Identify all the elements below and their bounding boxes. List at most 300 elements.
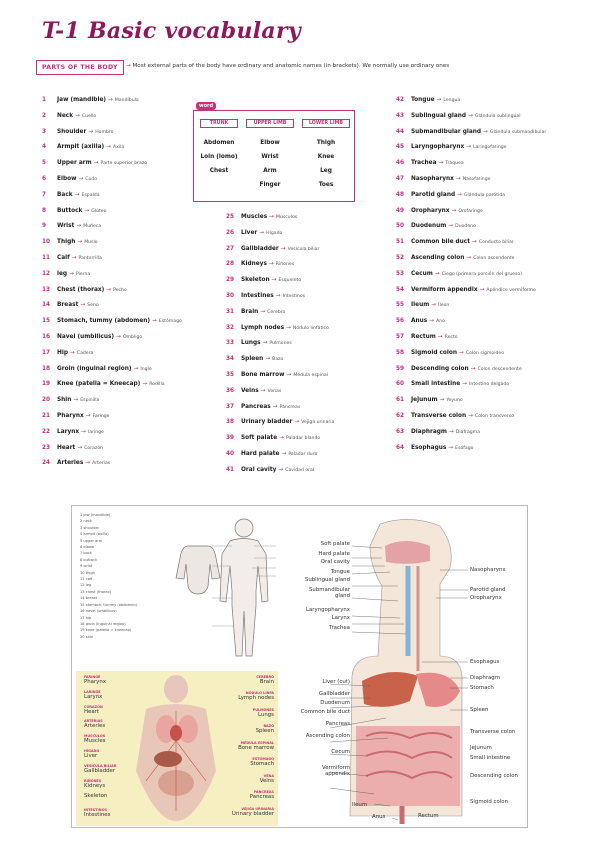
item-translation: Cuello bbox=[81, 113, 97, 119]
figure-legend-item: 14 breast bbox=[80, 596, 98, 601]
item-term: Liver bbox=[241, 229, 258, 236]
item-number: 53 bbox=[396, 270, 405, 277]
item-translation: Duodeno bbox=[455, 224, 476, 230]
organ-label-english: Brain bbox=[259, 679, 274, 685]
anatomy-label: Descending colon bbox=[470, 773, 518, 779]
organ-label-english: Lungs bbox=[258, 711, 274, 718]
item-term: Larynx bbox=[57, 428, 80, 435]
item-number: 14 bbox=[42, 302, 51, 309]
vocab-item bbox=[396, 172, 546, 188]
item-translation: Colon transverso bbox=[475, 413, 514, 419]
anatomy-label: Liver (cut) bbox=[322, 679, 350, 685]
vocab-item bbox=[42, 109, 182, 125]
figure-legend-item: 3 shoulder bbox=[80, 525, 100, 530]
item-number: 23 bbox=[42, 444, 51, 451]
vocab-item bbox=[42, 441, 182, 457]
item-number: 2 bbox=[42, 112, 47, 119]
table-cell: Abdomen bbox=[203, 140, 235, 146]
item-translation: Esófago bbox=[455, 445, 474, 451]
vocab-item bbox=[396, 298, 546, 314]
item-term: Shin bbox=[57, 397, 72, 404]
item-number: 50 bbox=[396, 223, 405, 230]
figure-legend-item: 7 back bbox=[80, 551, 92, 556]
organ-label-english: Lymph nodes bbox=[238, 695, 274, 702]
item-term: Nasopharynx bbox=[411, 175, 454, 182]
item-number: 44 bbox=[396, 128, 405, 135]
organ-label-spanish: ESTÓMAGO bbox=[252, 757, 274, 762]
item-number: 8 bbox=[42, 207, 47, 214]
vocab-item bbox=[396, 251, 546, 267]
arrow-icon: → bbox=[272, 403, 278, 410]
vocab-column-3 bbox=[396, 93, 546, 456]
arrow-icon: → bbox=[434, 270, 440, 277]
item-translation: Paladar blando bbox=[286, 436, 321, 442]
item-term: Duodenum bbox=[411, 223, 447, 230]
arrow-icon: → bbox=[106, 144, 111, 151]
item-number: 9 bbox=[42, 223, 47, 230]
arrow-icon: → bbox=[466, 144, 472, 151]
item-translation: Codo bbox=[85, 176, 98, 182]
item-translation: Nódulo linfático bbox=[292, 325, 329, 331]
figure-legend-item: 13 chest (thorax) bbox=[80, 589, 112, 594]
item-number: 55 bbox=[396, 302, 405, 309]
organ-label bbox=[253, 708, 274, 718]
arrow-icon: → bbox=[294, 419, 300, 426]
item-number: 12 bbox=[42, 270, 51, 277]
arrow-icon: → bbox=[84, 207, 90, 214]
item-term: leg bbox=[57, 270, 68, 277]
item-term: Diaphragm bbox=[411, 428, 447, 435]
organ-label-spanish: ARTERIAS bbox=[84, 719, 103, 724]
vocab-item bbox=[226, 226, 334, 242]
item-term: Lymph nodes bbox=[241, 324, 285, 331]
anatomy-label: Submandibular gland bbox=[308, 587, 350, 599]
arrow-icon: → bbox=[93, 160, 99, 167]
item-translation: Glándula submandibular bbox=[489, 129, 547, 135]
organ-label-english: Urinary bladder bbox=[231, 810, 274, 817]
item-term: Elbow bbox=[57, 175, 77, 182]
vocab-item bbox=[396, 267, 546, 283]
vocab-item bbox=[396, 219, 546, 235]
item-translation: Mandíbula bbox=[114, 98, 139, 103]
table-cell: Toes bbox=[318, 182, 334, 188]
organ-label-spanish: PULMONES bbox=[252, 707, 274, 712]
item-translation: Hígado bbox=[266, 230, 283, 236]
table-cell: Knee bbox=[317, 154, 335, 160]
item-translation: Vesícula biliar bbox=[287, 246, 320, 252]
arrow-icon: → bbox=[71, 254, 77, 261]
item-term: Upper arm bbox=[57, 160, 92, 167]
vocab-item bbox=[226, 384, 334, 400]
anatomy-figures bbox=[71, 505, 528, 828]
item-number: 28 bbox=[226, 261, 235, 268]
item-number: 32 bbox=[226, 324, 235, 331]
item-translation: Tráquea bbox=[445, 161, 464, 167]
item-term: Pharynx bbox=[57, 412, 84, 419]
item-translation: Laringofaringe bbox=[473, 145, 507, 151]
arrow-icon: → bbox=[268, 261, 274, 268]
vocab-item bbox=[42, 362, 182, 378]
organ-label-spanish: NÓDULO LINFA bbox=[245, 691, 274, 696]
figure-legend-item: 20 shin bbox=[80, 634, 94, 639]
organ-label bbox=[84, 705, 103, 715]
item-term: Laryngopharynx bbox=[411, 144, 465, 151]
arrow-icon: → bbox=[69, 270, 74, 277]
item-number: 54 bbox=[396, 286, 405, 293]
arrow-icon: → bbox=[108, 97, 113, 103]
item-number: 20 bbox=[42, 397, 51, 404]
item-number: 64 bbox=[396, 444, 405, 451]
vocab-item bbox=[396, 441, 546, 457]
arrow-icon: → bbox=[88, 128, 94, 135]
item-number: 31 bbox=[226, 308, 235, 315]
figure-legend-item: 11 calf bbox=[80, 577, 93, 582]
item-number: 49 bbox=[396, 207, 405, 214]
item-term: Thigh bbox=[57, 239, 76, 246]
item-translation: Rodilla bbox=[149, 382, 165, 388]
table-cell: Thigh bbox=[316, 140, 336, 146]
vocab-item bbox=[396, 204, 546, 220]
arrow-icon: → bbox=[75, 112, 80, 119]
item-translation: Ciego (primera porción del grueso) bbox=[441, 271, 523, 277]
item-number: 29 bbox=[226, 277, 235, 284]
item-translation: Cadera bbox=[76, 350, 94, 356]
arrow-icon: → bbox=[436, 97, 442, 103]
item-translation: Paladar duro bbox=[288, 451, 318, 457]
vocab-item bbox=[42, 140, 182, 156]
anatomy-label: Laryngopharynx bbox=[305, 607, 350, 613]
body-outline-illustration bbox=[72, 506, 289, 666]
item-translation: Espalda bbox=[81, 192, 100, 198]
item-number: 56 bbox=[396, 318, 405, 325]
item-number: 59 bbox=[396, 365, 405, 372]
organ-label-english: Liver bbox=[84, 753, 98, 759]
item-number: 15 bbox=[42, 318, 51, 325]
organ-label bbox=[84, 779, 105, 789]
organ-label-english: Heart bbox=[84, 708, 100, 715]
item-number: 51 bbox=[396, 239, 405, 246]
upper-limb-header: UPPER LIMB bbox=[246, 119, 294, 128]
item-number: 39 bbox=[226, 435, 235, 442]
item-translation: Corazón bbox=[84, 445, 104, 451]
item-translation: Seno bbox=[87, 303, 99, 309]
arrow-icon: → bbox=[278, 466, 284, 473]
item-term: Heart bbox=[57, 444, 76, 451]
vocab-item bbox=[42, 235, 182, 251]
vocab-item bbox=[396, 393, 546, 409]
vocab-item bbox=[226, 368, 334, 384]
vocab-item bbox=[396, 409, 546, 425]
item-translation: Colon descendente bbox=[477, 366, 522, 372]
item-term: Knee (patella = Kneecap) bbox=[57, 381, 141, 388]
item-term: Navel (umbilicus) bbox=[57, 333, 115, 340]
item-number: 10 bbox=[42, 239, 51, 246]
arrow-icon: → bbox=[483, 128, 488, 135]
item-number: 40 bbox=[226, 450, 235, 457]
item-translation: Estómago bbox=[158, 319, 182, 325]
arrow-icon: → bbox=[466, 254, 472, 261]
organ-label bbox=[84, 734, 105, 744]
item-term: Armpit (axilla) bbox=[57, 144, 105, 151]
item-term: Sublingual gland bbox=[411, 112, 467, 119]
organ-label-spanish: MÚSCULOS bbox=[84, 734, 106, 739]
item-number: 45 bbox=[396, 144, 405, 151]
item-number: 58 bbox=[396, 349, 405, 356]
table-cell: Elbow bbox=[260, 140, 280, 146]
item-term: Buttock bbox=[57, 207, 83, 214]
organ-label bbox=[84, 764, 116, 774]
arrow-icon: → bbox=[76, 223, 82, 230]
item-term: Parotid gland bbox=[411, 191, 456, 198]
item-term: Jaw (mandible) bbox=[57, 97, 107, 103]
vocab-item bbox=[42, 251, 182, 267]
arrow-icon: → bbox=[70, 349, 75, 356]
arrow-icon: → bbox=[78, 175, 84, 182]
intro-text bbox=[126, 63, 449, 69]
item-translation: Faringe bbox=[92, 413, 110, 419]
organ-label-english: Larynx bbox=[84, 693, 103, 700]
vocab-item bbox=[42, 377, 182, 393]
item-number: 13 bbox=[42, 286, 51, 293]
item-translation: Pierna bbox=[75, 271, 91, 277]
arrow-icon: → bbox=[126, 63, 133, 69]
vocab-item bbox=[226, 352, 334, 368]
item-term: Chest (thorax) bbox=[57, 286, 105, 293]
anatomy-label: Oropharynx bbox=[470, 595, 502, 601]
item-translation: Colon ascendente bbox=[473, 255, 515, 261]
vocab-item bbox=[226, 305, 334, 321]
item-term: Oral cavity bbox=[241, 466, 277, 473]
table-cell: Leg bbox=[320, 168, 332, 174]
item-term: Calf bbox=[57, 254, 70, 261]
vocab-item bbox=[226, 336, 334, 352]
anatomy-label: Stomach bbox=[470, 685, 494, 691]
item-translation: Diafragma bbox=[455, 429, 480, 435]
item-translation: Arterias bbox=[92, 461, 111, 467]
vocab-item bbox=[42, 219, 182, 235]
anatomy-label: Cecum bbox=[331, 749, 350, 755]
item-number: 21 bbox=[42, 412, 51, 419]
item-term: Hip bbox=[57, 349, 68, 356]
item-translation: Ano bbox=[436, 319, 445, 325]
organ-label bbox=[84, 719, 105, 729]
organ-label-spanish: VENA bbox=[263, 773, 274, 778]
item-translation: Muñeca bbox=[83, 224, 102, 230]
arrow-icon: → bbox=[265, 356, 271, 363]
item-number: 34 bbox=[226, 356, 235, 363]
arrow-icon: → bbox=[116, 333, 121, 340]
item-term: Intestines bbox=[241, 292, 274, 299]
organ-label-english: Bone marrow bbox=[238, 744, 274, 751]
item-term: Veins bbox=[241, 387, 259, 394]
vocab-item bbox=[396, 346, 546, 362]
item-translation: Espinilla bbox=[80, 398, 100, 404]
item-translation: Bazo bbox=[272, 357, 284, 363]
vocab-item bbox=[396, 314, 546, 330]
item-translation: Íleon bbox=[438, 303, 450, 309]
vocab-item bbox=[42, 346, 182, 362]
organ-label bbox=[84, 749, 99, 759]
item-translation: Vejiga urinaria bbox=[301, 420, 335, 426]
item-term: Back bbox=[57, 191, 73, 198]
item-term: Trachea bbox=[411, 160, 437, 167]
item-translation: Glúteo bbox=[91, 208, 107, 214]
anatomy-label: Common bile duct bbox=[300, 709, 350, 715]
item-translation: Ingle bbox=[140, 366, 152, 372]
item-translation: Axila bbox=[113, 145, 125, 151]
upper-limb-column bbox=[246, 119, 294, 192]
arrow-icon: → bbox=[260, 387, 266, 394]
vocab-item bbox=[396, 330, 546, 346]
item-term: Transverse colon bbox=[411, 412, 467, 419]
item-number: 62 bbox=[396, 412, 405, 419]
organ-label bbox=[256, 675, 274, 685]
organ-label-english: Arteries bbox=[84, 723, 106, 730]
trunk-column bbox=[200, 119, 238, 178]
arrow-icon: → bbox=[451, 207, 457, 214]
arrow-icon: → bbox=[77, 444, 83, 451]
item-translation: Glándula parótida bbox=[463, 192, 506, 198]
vocab-item bbox=[42, 393, 182, 409]
organ-label bbox=[250, 790, 274, 800]
item-translation: Glándula sublingual bbox=[474, 113, 521, 119]
vocab-item bbox=[226, 431, 334, 447]
item-number: 63 bbox=[396, 428, 405, 435]
anatomy-label: Tongue bbox=[330, 569, 350, 575]
item-number: 7 bbox=[42, 191, 47, 198]
item-term: Muscles bbox=[241, 214, 268, 220]
organ-label-english: Kidneys bbox=[84, 782, 106, 789]
organ-label-english: Intestines bbox=[84, 812, 111, 819]
organ-label-spanish: PÁNCREAS bbox=[253, 790, 274, 795]
vocab-item bbox=[396, 283, 546, 299]
organ-label-spanish: CORAZÓN bbox=[84, 704, 103, 709]
item-term: Oropharynx bbox=[411, 207, 450, 214]
vocab-item bbox=[226, 415, 334, 431]
word-sticker: word bbox=[196, 102, 216, 110]
item-number: 36 bbox=[226, 387, 235, 394]
arrow-icon: → bbox=[279, 435, 284, 442]
item-term: Groin (inguinal region) bbox=[57, 365, 132, 372]
organ-label bbox=[260, 774, 274, 784]
item-number: 38 bbox=[226, 419, 235, 426]
anatomy-label: Duodenum bbox=[320, 700, 350, 706]
arrow-icon: → bbox=[439, 397, 445, 404]
organ-label-english: Stomach bbox=[250, 761, 274, 768]
item-term: Rectum bbox=[411, 333, 436, 340]
item-translation: Páncreas bbox=[279, 404, 301, 410]
item-translation: Conducto biliar bbox=[478, 240, 514, 246]
organ-label-english: Gallbladder bbox=[84, 767, 116, 774]
item-term: Jejunum bbox=[411, 397, 438, 404]
anatomy-label: Sublingual gland bbox=[304, 577, 350, 583]
item-number: 33 bbox=[226, 340, 235, 347]
organ-label bbox=[238, 741, 274, 751]
item-term: Stomach, tummy (abdomen) bbox=[57, 318, 151, 325]
vocab-item bbox=[396, 188, 546, 204]
item-number: 52 bbox=[396, 254, 405, 261]
table-cell: Loin (lomo) bbox=[200, 154, 238, 160]
figure-legend-item: 9 wrist bbox=[80, 564, 93, 569]
vocab-item bbox=[42, 456, 182, 472]
item-translation: Parte superior brazo bbox=[100, 161, 148, 167]
table-cell: Wrist bbox=[261, 154, 279, 160]
vocab-item bbox=[42, 425, 182, 441]
item-translation: Ombligo bbox=[122, 334, 143, 340]
item-translation: Médula espinal bbox=[293, 372, 328, 378]
organ-label-spanish: BAZO bbox=[263, 724, 274, 729]
vocab-item bbox=[42, 330, 182, 346]
arrow-icon: → bbox=[468, 112, 473, 119]
anatomy-label: Trachea bbox=[328, 625, 350, 631]
item-term: Lungs bbox=[241, 340, 261, 347]
item-number: 26 bbox=[226, 229, 235, 236]
arrow-icon: → bbox=[431, 302, 437, 309]
item-translation: Esqueleto bbox=[278, 278, 302, 284]
arrow-icon: → bbox=[455, 175, 461, 182]
item-term: Shoulder bbox=[57, 128, 87, 135]
item-number: 47 bbox=[396, 175, 405, 182]
item-term: Pancreas bbox=[241, 403, 271, 410]
figure-legend-item: 2 neck bbox=[80, 519, 92, 524]
item-number: 1 bbox=[42, 97, 47, 103]
vocab-item bbox=[42, 93, 182, 109]
arrow-icon: → bbox=[271, 277, 277, 284]
anatomy-label: Pancreas bbox=[325, 721, 350, 727]
item-number: 3 bbox=[42, 128, 47, 135]
figure-legend-item: 16 navel (umbilicus) bbox=[80, 609, 117, 614]
item-translation: Apéndice vermiforme bbox=[486, 287, 536, 293]
item-term: Tongue bbox=[411, 97, 435, 103]
item-translation: Hombro bbox=[95, 129, 114, 135]
vocab-item bbox=[396, 109, 546, 125]
vocab-item bbox=[226, 273, 334, 289]
item-number: 46 bbox=[396, 160, 405, 167]
vocab-item bbox=[396, 156, 546, 172]
anatomy-label: Esophagus bbox=[470, 659, 500, 665]
vocab-item bbox=[42, 188, 182, 204]
item-number: 30 bbox=[226, 292, 235, 299]
arrow-icon: → bbox=[448, 444, 454, 451]
item-number: 27 bbox=[226, 245, 235, 252]
arrow-icon: → bbox=[448, 223, 454, 230]
organ-label-spanish: MÉDULA ESPINAL bbox=[240, 740, 274, 745]
item-number: 19 bbox=[42, 381, 51, 388]
organ-label bbox=[84, 793, 107, 799]
arrow-icon: → bbox=[262, 340, 268, 347]
figure-legend-item: 17 hip bbox=[80, 615, 92, 620]
arrow-icon: → bbox=[280, 245, 286, 252]
vocab-item bbox=[396, 377, 546, 393]
organ-label bbox=[84, 808, 110, 818]
item-translation: Colon sigmoideo bbox=[465, 350, 505, 356]
anatomy-label: Transverse colon bbox=[470, 729, 516, 735]
lower-limb-header: LOWER LIMB bbox=[302, 119, 350, 128]
vocab-item bbox=[42, 409, 182, 425]
arrow-icon: → bbox=[468, 412, 474, 419]
vocab-item bbox=[226, 242, 334, 258]
section-tag: PARTS OF THE BODY bbox=[36, 60, 124, 75]
item-translation: Riñones bbox=[275, 262, 295, 268]
item-number: 35 bbox=[226, 371, 235, 378]
anatomy-label: Ascending colon bbox=[305, 733, 350, 739]
item-number: 17 bbox=[42, 349, 51, 356]
item-term: Arteries bbox=[57, 460, 84, 467]
table-cell: Arm bbox=[263, 168, 277, 174]
table-cell: Chest bbox=[209, 168, 229, 174]
item-term: Ascending colon bbox=[411, 254, 465, 261]
item-translation: Orofaringe bbox=[458, 208, 483, 214]
